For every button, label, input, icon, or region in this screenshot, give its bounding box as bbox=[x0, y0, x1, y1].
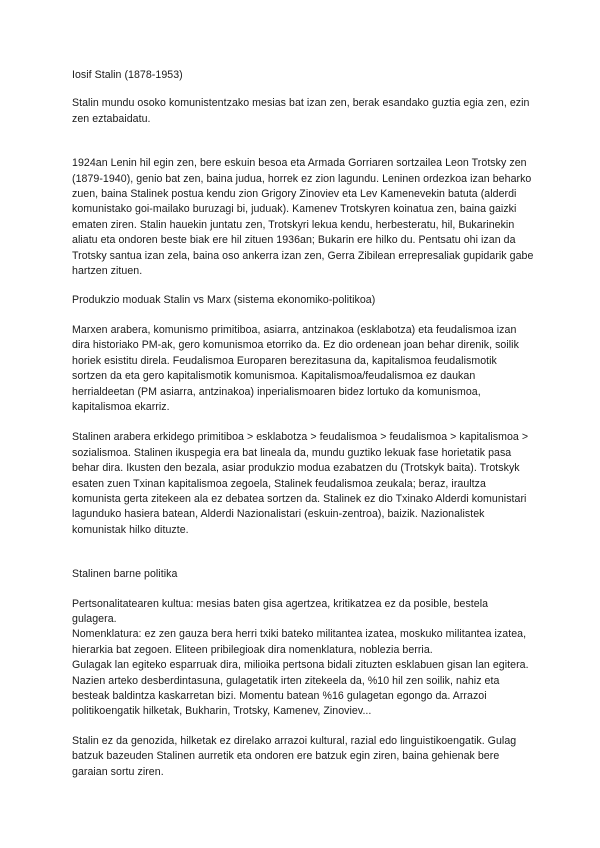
cult-of-personality-paragraph: Pertsonalitatearen kultua: mesias baten gisa agertzea, kritikatzea ez da posible, bestela gulagera. bbox=[72, 597, 489, 625]
document-page bbox=[72, 68, 534, 780]
intro-paragraph: Stalin mundu osoko komunistentzako mesias bat izan zen, berak esandako guztia egia zen, ezin zen eztabaidatu. bbox=[72, 97, 530, 125]
nomenklatura-paragraph: Nomenklatura: ez zen gauza bera herri txiki bateko militantea izatea, moskuko militantea izatea, hierarkia bat zegoen. Eliteen pribilegioak dira nomenklatura, noblezia berria. bbox=[72, 628, 527, 656]
document-title: Iosif Stalin (1878-1953) bbox=[72, 69, 183, 81]
genocide-paragraph: Stalin ez da genozida, hilketak ez direlako arrazoi kultural, razial edo linguistikoengatik. Gulag batzuk bazeuden Stalinen aurretik eta ondoren ere batzuk egin ziren, baina gehienak bere garaian sortu ziren. bbox=[72, 734, 517, 778]
biography-paragraph: 1924an Lenin hil egin zen, bere eskuin besoa eta Armada Gorriaren sortzailea Leon Trotsky zen (1879-1940), genio bat zen, baina judua, horrek ez zion lagundu. Leninen ordezkoa izan beharko zuen, baina Stalinek postua kendu zion Grigory Zinoviev eta Lev Kamenevekin batuta (alderdi komunistako goi-mailako buruzagi bi, juduak). Kamenev Trotskyren koinatua zen, baina gaizki ematen ziren. Stalin hauekin juntatu zen, Trotskyri lekua kendu, herbesteratu, hil, Bukarinekin aliatu eta ondoren beste biak ere hil zituen 1936an; Bukarin ere hilko du. Pentsatu ohi izan da Trotsky santua izan zela, baina oso ankerra izan zen, Gerra Zibilean errepresaliak gupidarik gabe hartzen zituen. bbox=[72, 157, 534, 278]
section-heading-production: Produkzio moduak Stalin vs Marx (sistema ekonomiko-politikoa) bbox=[72, 294, 376, 307]
section-heading-internal-policy: Stalinen barne politika bbox=[72, 568, 178, 581]
stalin-paragraph: Stalinen arabera erkidego primitiboa > esklabotza > feudalismoa > feudalismoa > kapitalismoa > sozialismoa. Stalinen ikuspegia era bat lineala da, mundu guztiko lekuak fase horietatik pasa behar dira. Ikusten den bezala, asiar produkzio modua ezabatzen du (Trotskyk baita). Trotskyk esaten zuen Txinan kapitalismoa zegoela, Stalinek feudalismoa zeukala; beraz, iraultza komunista gerta zitekeen ala ez debatea sortzen da. Stalinek ez dio Txinako Alderdi komunistari lagunduko hasiera batean, Alderdi Nazionalistari (eskuin-zentroa), baizik. Nazionalistek komunistak hilko dituzte. bbox=[72, 431, 529, 536]
gulag-paragraph: Gulagak lan egiteko esparruak dira, milioika pertsona bidali zituzten esklabuen gisan lan egitera. Nazien arteko desberdintasuna, gulagetatik irten zitekeela da, %10 hil zen soilik, nahiz eta besteak baldintza kaskarretan bizi. Momentu batean %16 gulagetan egongo da. Arrazoi politikoengatik hilketak, Bukharin, Trotsky, Kamenev, Zinoviev... bbox=[72, 659, 529, 718]
marx-paragraph: Marxen arabera, komunismo primitiboa, asiarra, antzinakoa (esklabotza) eta feudalismoa izan dira historiako PM-ak, gero komunismoa etorriko da. Ez dio ordenean joan behar direnik, soilik horiek esistitu direla. Feudalismoa Europaren berezitasuna da, kapitalismoa feudalismotik sortzen da eta gero kapitalismotik komunismoa. Kapitalismoa/feudalismoa ez daukan herrialdeetan (PM asiarra, antzinakoa) inperialismoaren bidez lortuko da komunismoa, kapitalismoa ekarriz. bbox=[72, 323, 519, 413]
